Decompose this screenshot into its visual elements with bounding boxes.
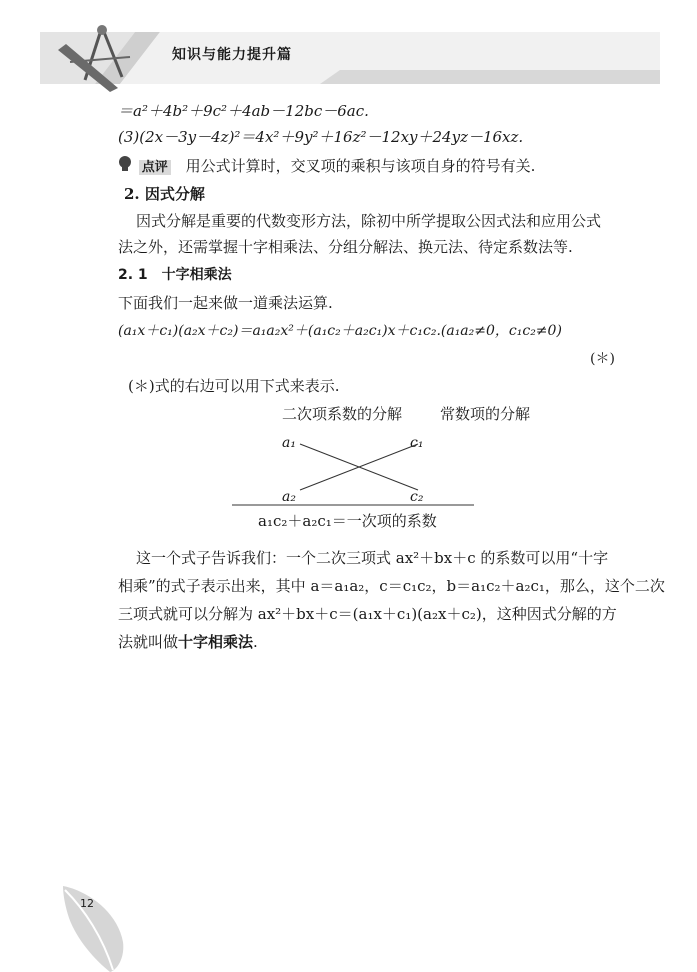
comment-row bbox=[116, 155, 535, 178]
header-title: 知识与能力提升篇 bbox=[172, 47, 292, 63]
diagram-label-quadratic: 二次项系数的分解 bbox=[282, 405, 403, 423]
diagram-label-constant: 常数项的分解 bbox=[440, 405, 531, 423]
paragraph-2-line-4 bbox=[118, 632, 258, 652]
section-heading: 2. 因式分解 bbox=[124, 185, 205, 203]
intro-line: 下面我们一起来做一道乘法运算. bbox=[118, 294, 333, 312]
subsection-heading: 2. 1 十字相乘法 bbox=[118, 267, 232, 283]
main-equation: (a₁x＋c₁)(a₂x＋c₂)＝a₁a₂x²＋(a₁c₂＋a₂c₁)x＋c₁c₂.(a₁a₂≠0，c₁c₂≠0) bbox=[118, 323, 562, 339]
leaf-icon bbox=[55, 880, 130, 972]
diagram-a2: a₂ bbox=[282, 489, 296, 505]
diagram-c1: c₁ bbox=[410, 435, 424, 451]
header-banner bbox=[40, 22, 660, 92]
star-sentence: (＊)式的右边可以用下式来表示. bbox=[128, 377, 340, 395]
paragraph-1-line-2: 法之外，还需掌握十字相乘法、分组分解法、换元法、待定系数法等. bbox=[118, 238, 573, 256]
diagram-c2: c₂ bbox=[410, 489, 424, 505]
comment-label: 点评 bbox=[139, 160, 171, 175]
term-cross-multiplication: 十字相乘法 bbox=[178, 633, 254, 651]
equation-continuation: ＝a²＋4b²＋9c²＋4ab－12bc－6ac. bbox=[118, 102, 369, 120]
paragraph-2-line-3: 三项式就可以分解为 ax²＋bx＋c＝(a₁x＋c₁)(a₂x＋c₂)，这种因式分解的方 bbox=[118, 605, 617, 623]
paragraph-2-line-4-pre: 法就叫做 bbox=[118, 633, 179, 651]
comment-text: 用公式计算时，交叉项的乘积与该项自身的符号有关. bbox=[185, 156, 536, 175]
paragraph-2-line-4-post: . bbox=[253, 633, 258, 651]
paragraph-1-line-1: 因式分解是重要的代数变形方法，除初中所学提取公因式法和应用公式 bbox=[136, 212, 602, 230]
diagram-result: a₁c₂＋a₂c₁＝一次项的系数 bbox=[258, 512, 437, 530]
cross-diagram bbox=[228, 430, 478, 510]
equation-tag: (＊) bbox=[590, 351, 615, 367]
lightbulb-icon bbox=[116, 155, 134, 178]
paragraph-2-line-1: 这一个式子告诉我们：一个二次三项式 ax²＋bx＋c 的系数可以用“十字 bbox=[136, 549, 609, 567]
paragraph-2-line-2: 相乘”的式子表示出来，其中 a＝a₁a₂，c＝c₁c₂，b＝a₁c₂＋a₂c₁，那么，这个二次 bbox=[118, 577, 665, 595]
equation-3: (3)(2x－3y－4z)²＝4x²＋9y²＋16z²－12xy＋24yz－16xz. bbox=[118, 128, 524, 146]
diagram-a1: a₁ bbox=[282, 435, 296, 451]
page-number: 12 bbox=[80, 897, 94, 910]
